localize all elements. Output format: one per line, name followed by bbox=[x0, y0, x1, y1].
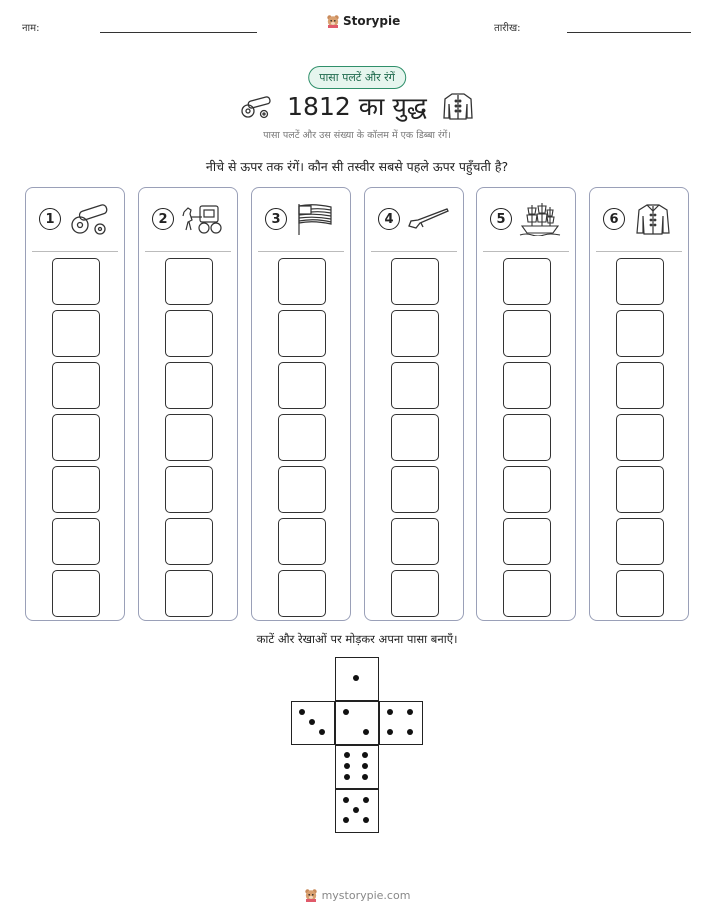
bear-icon bbox=[326, 14, 340, 28]
color-box[interactable] bbox=[165, 362, 213, 409]
color-box[interactable] bbox=[616, 414, 664, 461]
color-box[interactable] bbox=[52, 414, 100, 461]
column-number: 4 bbox=[378, 208, 400, 230]
cannon-icon bbox=[239, 92, 273, 120]
pip bbox=[363, 817, 369, 823]
color-box[interactable] bbox=[391, 414, 439, 461]
instruction-text: नीचे से ऊपर तक रंगें। कौन सी तस्वीर सबसे पहले ऊपर पहुँचती है? bbox=[205, 159, 509, 174]
color-box[interactable] bbox=[52, 570, 100, 617]
color-box[interactable] bbox=[278, 258, 326, 305]
color-box[interactable] bbox=[503, 362, 551, 409]
column-6 bbox=[589, 187, 689, 621]
color-box[interactable] bbox=[391, 310, 439, 357]
brand-logo bbox=[326, 14, 400, 28]
pip bbox=[343, 709, 349, 715]
column-header bbox=[365, 188, 463, 250]
color-box[interactable] bbox=[391, 518, 439, 565]
color-box[interactable] bbox=[391, 466, 439, 513]
column-1 bbox=[25, 187, 125, 621]
die-face-5 bbox=[335, 789, 379, 833]
footer bbox=[0, 888, 714, 902]
color-box[interactable] bbox=[616, 258, 664, 305]
pip bbox=[407, 729, 413, 735]
pip bbox=[309, 719, 315, 725]
column-header bbox=[590, 188, 688, 250]
color-box[interactable] bbox=[278, 414, 326, 461]
column-number: 1 bbox=[39, 208, 61, 230]
pip bbox=[407, 709, 413, 715]
color-box[interactable] bbox=[278, 362, 326, 409]
name-label: नाम: bbox=[22, 23, 40, 34]
pip bbox=[387, 709, 393, 715]
pip bbox=[353, 675, 359, 681]
color-box[interactable] bbox=[391, 362, 439, 409]
pip bbox=[387, 729, 393, 735]
color-box[interactable] bbox=[503, 414, 551, 461]
color-box[interactable] bbox=[52, 310, 100, 357]
color-box[interactable] bbox=[278, 570, 326, 617]
flag-icon bbox=[293, 202, 337, 236]
cut-instruction: काटें और रेखाओं पर मोड़कर अपना पासा बनाएँ। bbox=[256, 632, 458, 646]
color-box[interactable] bbox=[391, 570, 439, 617]
pip bbox=[344, 763, 350, 769]
column-header bbox=[477, 188, 575, 250]
color-box[interactable] bbox=[165, 310, 213, 357]
color-box[interactable] bbox=[391, 258, 439, 305]
musket-icon bbox=[406, 202, 450, 236]
column-header bbox=[252, 188, 350, 250]
title-row bbox=[0, 89, 714, 123]
color-box[interactable] bbox=[616, 518, 664, 565]
bear-icon bbox=[304, 888, 318, 902]
column-divider bbox=[32, 251, 118, 252]
date-label: तारीख: bbox=[494, 23, 521, 34]
color-box[interactable] bbox=[165, 518, 213, 565]
color-box[interactable] bbox=[165, 414, 213, 461]
footer-link[interactable]: mystorypie.com bbox=[321, 888, 411, 902]
column-divider bbox=[371, 251, 457, 252]
die-face-1 bbox=[335, 657, 379, 701]
color-box[interactable] bbox=[503, 466, 551, 513]
column-divider bbox=[596, 251, 682, 252]
color-box[interactable] bbox=[165, 570, 213, 617]
brand-name: Storypie bbox=[343, 14, 401, 28]
horse-carriage-icon bbox=[180, 202, 224, 236]
date-line[interactable] bbox=[567, 32, 691, 33]
pip bbox=[362, 752, 368, 758]
die-face-4 bbox=[379, 701, 423, 745]
color-box[interactable] bbox=[165, 258, 213, 305]
sailing-ship-icon bbox=[518, 202, 562, 236]
column-divider bbox=[483, 251, 569, 252]
column-header bbox=[26, 188, 124, 250]
pip bbox=[319, 729, 325, 735]
column-5 bbox=[476, 187, 576, 621]
die-face-6 bbox=[335, 745, 379, 789]
pip bbox=[344, 774, 350, 780]
color-box[interactable] bbox=[278, 310, 326, 357]
color-box[interactable] bbox=[52, 518, 100, 565]
column-number: 5 bbox=[490, 208, 512, 230]
color-box[interactable] bbox=[616, 362, 664, 409]
color-box[interactable] bbox=[616, 570, 664, 617]
color-box[interactable] bbox=[52, 258, 100, 305]
name-line[interactable] bbox=[100, 32, 257, 33]
pip bbox=[343, 797, 349, 803]
pip bbox=[363, 797, 369, 803]
color-box[interactable] bbox=[616, 310, 664, 357]
color-box[interactable] bbox=[503, 310, 551, 357]
die-face-2 bbox=[335, 701, 379, 745]
pip bbox=[344, 752, 350, 758]
pip bbox=[362, 774, 368, 780]
cannon-icon bbox=[67, 202, 111, 236]
column-number: 3 bbox=[265, 208, 287, 230]
color-box[interactable] bbox=[503, 570, 551, 617]
column-header bbox=[139, 188, 237, 250]
pip bbox=[353, 807, 359, 813]
column-number: 6 bbox=[603, 208, 625, 230]
column-3 bbox=[251, 187, 351, 621]
military-jacket-icon bbox=[441, 91, 475, 121]
column-number: 2 bbox=[152, 208, 174, 230]
color-box[interactable] bbox=[278, 466, 326, 513]
activity-badge: पासा पलटें और रंगें bbox=[308, 66, 406, 89]
pip bbox=[363, 729, 369, 735]
column-divider bbox=[145, 251, 231, 252]
pip bbox=[343, 817, 349, 823]
color-box[interactable] bbox=[503, 258, 551, 305]
color-box[interactable] bbox=[52, 362, 100, 409]
color-box[interactable] bbox=[278, 518, 326, 565]
color-box[interactable] bbox=[503, 518, 551, 565]
column-divider bbox=[258, 251, 344, 252]
page-title: 1812 का युद्ध bbox=[287, 92, 427, 121]
military-jacket-icon bbox=[631, 202, 675, 236]
pip bbox=[299, 709, 305, 715]
column-2 bbox=[138, 187, 238, 621]
color-box[interactable] bbox=[616, 466, 664, 513]
subtitle: पासा पलटें और उस संख्या के कॉलम में एक डिब्बा रंगें। bbox=[263, 130, 451, 141]
die-face-3 bbox=[291, 701, 335, 745]
color-box[interactable] bbox=[52, 466, 100, 513]
color-box[interactable] bbox=[165, 466, 213, 513]
column-4 bbox=[364, 187, 464, 621]
pip bbox=[362, 763, 368, 769]
